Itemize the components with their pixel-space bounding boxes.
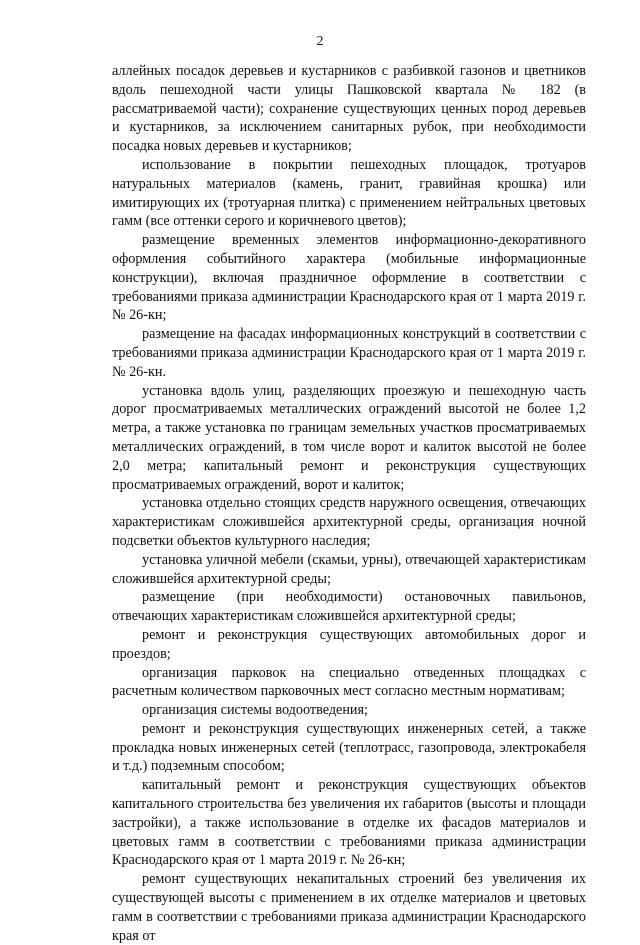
paragraph: ремонт существующих некапитальных строений без увеличения их существующей высоты с применением в их отделке материалов и цветовых гамм в соответствии с требованиями приказа администрации Краснодарского края от: [112, 871, 586, 944]
paragraph: использование в покрытии пешеходных площадок, тротуаров натуральных материалов (камень, гранит, гравийная крошка) или имитирующих их (тротуарная плитка) с применением нейтральных цветовых гамм (все оттенки серого и коричневого цветов);: [112, 156, 586, 230]
paragraph: установка вдоль улиц, разделяющих проезжую и пешеходную часть дорог просматриваемых металлических ограждений высотой не более 1,2 метра, а также установка по границам земельных участков просматриваемых металлических ограждений, в том числе ворот и калиток высотой не более 2,0 метра; капитальный ремонт и реконструкция существующих просматриваемых ограждений, ворот и калиток;: [112, 382, 586, 493]
paragraph: ремонт и реконструкция существующих автомобильных дорог и проездов;: [112, 626, 586, 662]
paragraph: ремонт и реконструкция существующих инженерных сетей, а также прокладка новых инженерных сетей (теплотрасс, газопровода, электрокабеля и т.д.) подземным способом;: [112, 720, 586, 775]
page-number: 2: [316, 34, 324, 49]
paragraph: установка уличной мебели (скамьи, урны), отвечающей характеристикам сложившейся архитектурной среды;: [112, 551, 586, 587]
paragraph: размещение временных элементов информационно-декоративного оформления событийного характера (мобильные информационные конструкции), включая праздничное оформление в соответствии с требованиями приказа администрации Краснодарского края от 1 марта 2019 г. № 26-кн;: [112, 232, 586, 324]
paragraph: организация системы водоотведения;: [142, 702, 368, 719]
paragraph: размещение (при необходимости) остановочных павильонов, отвечающих характеристикам сложившейся архитектурной среды;: [112, 589, 586, 625]
paragraph: капитальный ремонт и реконструкция существующих объектов капитального строительства без увеличения их габаритов (высоты и площади застройки), а также использование в отделке их фасадов материалов и цветовых гамм в соответствии с требованиями приказа администрации Краснодарского края от 1 марта 2019 г. № 26-кн;: [112, 777, 586, 869]
paragraph: организация парковок на специально отведенных площадках с расчетным количеством парковочных мест согласно местным нормативам;: [112, 664, 586, 700]
paragraph: аллейных посадок деревьев и кустарников с разбивкой газонов и цветников вдоль пешеходной части улицы Пашковской квартала № 182 (в рассматриваемой части); сохранение существующих ценных пород деревьев и кустарников, за исключением санитарных рубок, при необходимости посадка новых деревьев и кустарников;: [112, 63, 586, 155]
paragraph: установка отдельно стоящих средств наружного освещения, отвечающих характеристикам сложившейся архитектурной среды, организация ночной подсветки объектов культурного наследия;: [112, 495, 586, 549]
document-body: [112, 62, 586, 945]
paragraph: размещение на фасадах информационных конструкций в соответствии с требованиями приказа администрации Краснодарского края от 1 марта 2019 г. № 26-кн.: [112, 326, 586, 380]
